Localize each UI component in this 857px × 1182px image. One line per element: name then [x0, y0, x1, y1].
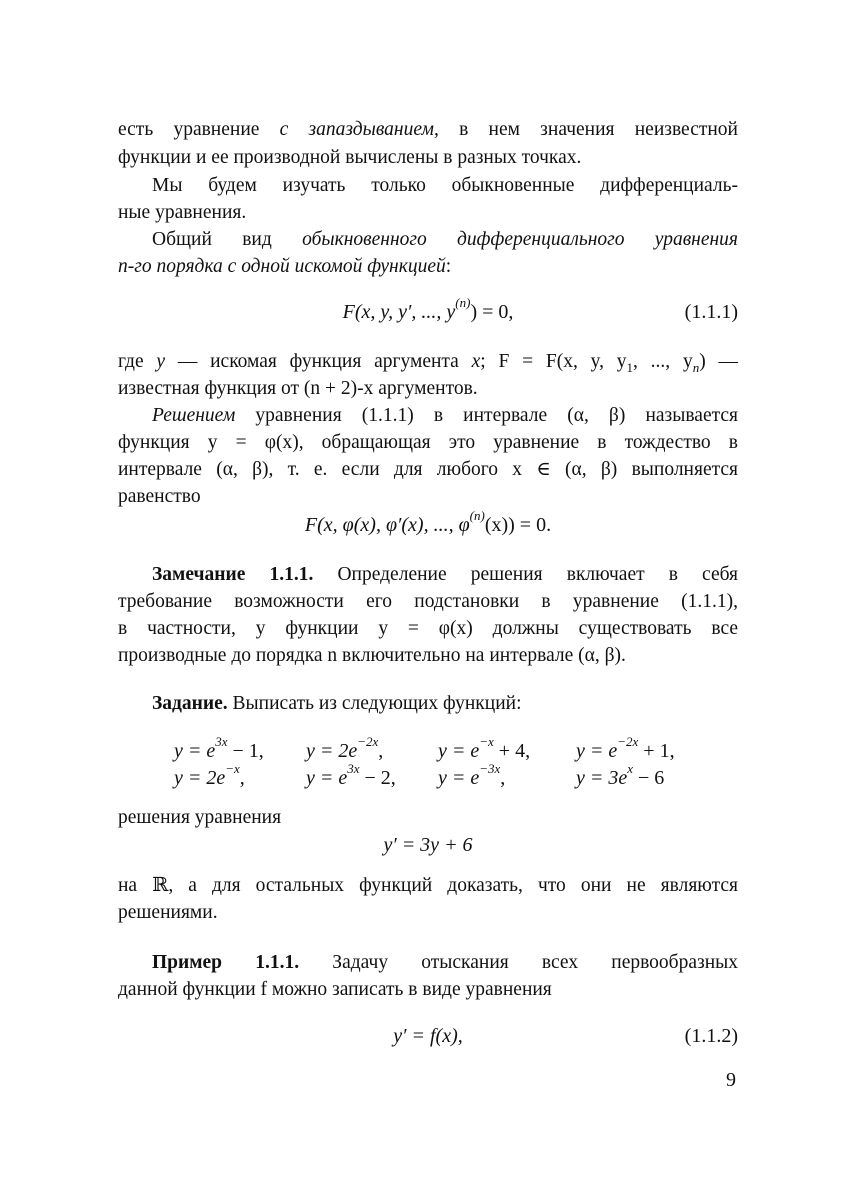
text-line: равенство	[118, 486, 201, 507]
example-line: Пример 1.1.1. Задачу отыскания всех первообразных	[152, 952, 738, 973]
page-number: 9	[726, 1069, 736, 1091]
text-line: Общий вид обыкновенного дифференциального уравнения	[152, 229, 738, 250]
task-line: решения уравнения	[118, 807, 282, 828]
text-line: интервале (α, β), т. е. если для любого x ∈ (α, β) выполняется	[118, 459, 738, 480]
function-item: $y = 2e^{-2x}$,	[306, 734, 384, 762]
text-line: n-го порядка с одной искомой функцией:	[118, 256, 452, 277]
remark-line: требование возможности его подстановки в уравнение (1.1.1),	[118, 591, 738, 612]
function-item: $y = e^{-2x} + 1$,	[576, 734, 675, 762]
example-line: данной функции f можно записать в виде уравнения	[118, 979, 552, 1000]
text-line: есть уравнение с запаздыванием, в нем значения неизвестной	[118, 119, 738, 140]
text-line: Мы будем изучать только обыкновенные дифференциаль-	[152, 175, 738, 196]
function-item: $y = e^{-x} + 4$,	[438, 734, 531, 762]
task-line: решениями.	[118, 902, 218, 923]
equation-number: (1.1.2)	[684, 1025, 738, 1047]
equation-1-1-1: F(x, y, y′, ..., $y^{(n)}) = 0$,	[342, 295, 514, 323]
text-line: функции и ее производной вычислены в разных точках.	[118, 147, 582, 168]
text-line: где y — искомая функция аргумента x; F = F(x, y, $y_1$, ..., $y_n$) —	[118, 351, 738, 375]
remark-line: Замечание 1.1.1. Определение решения включает в себя	[152, 564, 738, 585]
remark-line: в частности, у функции y = φ(x) должны существовать все	[118, 618, 738, 639]
task-line: Задание. Выписать из следующих функций:	[152, 693, 522, 714]
function-item: $y = e^{3x} - 1$,	[174, 734, 264, 762]
task-line: на ℝ, а для остальных функций доказать, что они не являются	[118, 875, 738, 896]
equation-1-1-2: y′ = f(x),	[393, 1025, 463, 1047]
text-line: ные уравнения.	[118, 202, 247, 223]
equation-number: (1.1.1)	[684, 301, 738, 323]
function-item: $y = 3e^x - 6$	[576, 761, 665, 789]
function-item: $y = 2e^{-x}$,	[174, 761, 245, 789]
function-item: $y = e^{-3x}$,	[438, 761, 506, 789]
equation-solution: F(x, φ(x), φ′(x), ..., $\varphi^{(n)}(x)) = 0$.	[304, 508, 552, 536]
task-equation: y′ = 3y + 6	[383, 834, 473, 856]
function-item: $y = e^{3x} - 2$,	[306, 761, 396, 789]
text-line: известная функция от (n + 2)-х аргументов.	[118, 378, 478, 399]
remark-line: производные до порядка n включительно на интервале (α, β).	[118, 645, 626, 666]
text-line: функция y = φ(x), обращающая это уравнение в тождество в	[118, 432, 738, 453]
text-line: Решением уравнения (1.1.1) в интервале (α, β) называется	[152, 405, 738, 426]
